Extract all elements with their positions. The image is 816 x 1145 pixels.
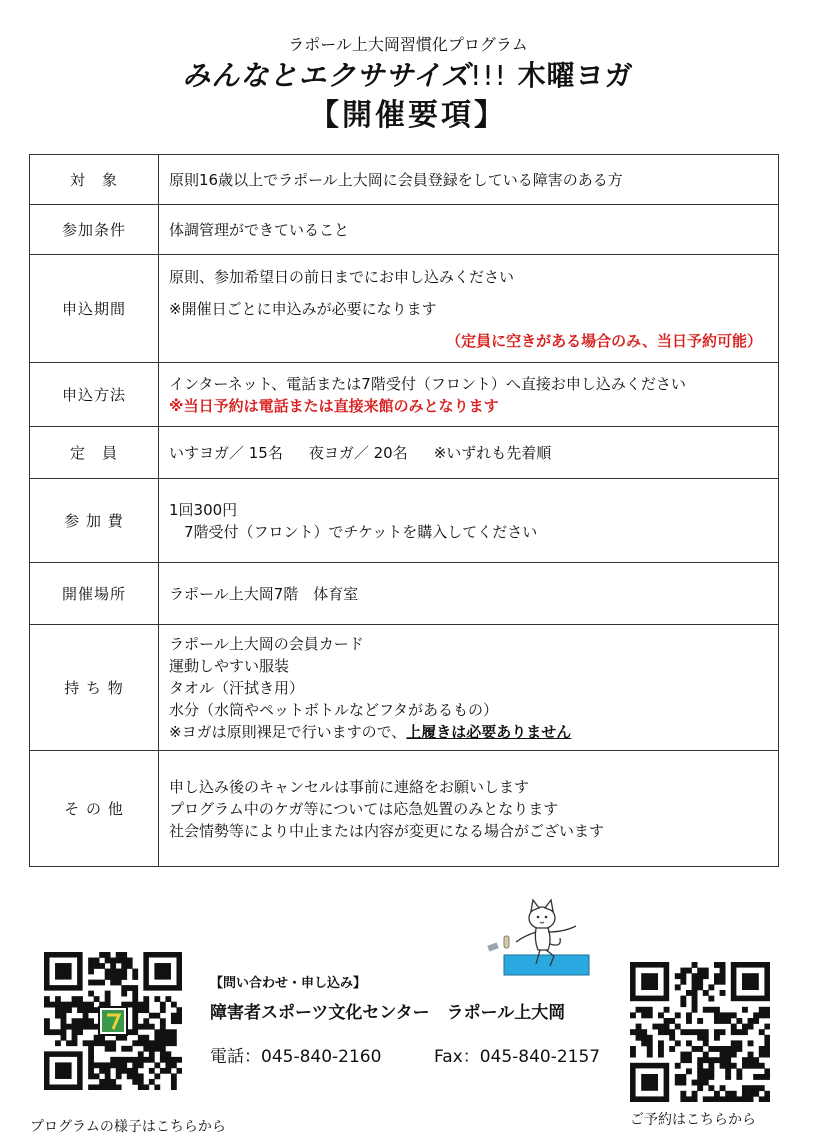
table-row: [30, 751, 779, 867]
table-row: [30, 155, 779, 205]
row-value: [159, 363, 779, 427]
row-value: [159, 479, 779, 563]
same-day-booking-note: ※当日予約は電話または直接来館のみとなります: [169, 396, 499, 415]
row-value: [159, 563, 779, 625]
reservation-caption: ご予約はこちらから: [630, 1112, 756, 1128]
row-label: 申込方法: [30, 363, 159, 427]
table-row: [30, 363, 779, 427]
capacity-night-yoga: 夜ヨガ／ 20名: [308, 443, 408, 462]
organization-name: 障害者スポーツ文化センター ラポール上大岡: [210, 1003, 566, 1023]
row-value: [159, 751, 779, 867]
row-label: 申込期間: [30, 255, 159, 363]
row-value: [159, 255, 779, 363]
qr-code-icon[interactable]: [44, 952, 182, 1090]
table-row: [30, 205, 779, 255]
row-value: [159, 205, 779, 255]
same-day-note: （定員に空きがある場合のみ、当日予約可能）: [446, 331, 762, 350]
qr-code-icon[interactable]: [630, 962, 770, 1102]
table-row: [30, 255, 779, 363]
row-line: 体調管理ができていること: [169, 220, 350, 239]
title-main: みんなとエクササイズ: [182, 59, 471, 92]
table-row: [30, 427, 779, 479]
program-view-caption: プログラムの様子はこちらから: [30, 1119, 226, 1135]
row-label: 定 員: [30, 427, 159, 479]
page-title: [0, 58, 816, 94]
program-subtitle: ラポール上大岡習慣化プログラム: [288, 35, 528, 54]
title-exclamation: !!!: [470, 59, 507, 92]
cat-yoga-illustration: [484, 898, 594, 984]
capacity-note: ※いずれも先着順: [433, 443, 552, 462]
section-heading: 【開催要項】: [309, 98, 507, 133]
row-line: 原則、参加希望日の前日までにお申し込みください: [169, 267, 515, 286]
row-line: タオル（汗拭き用）: [169, 678, 305, 697]
row-label: 対 象: [30, 155, 159, 205]
row-line: 1回300円: [169, 500, 238, 519]
row-value: [159, 427, 779, 479]
row-line: プログラム中のケガ等については応急処置のみとなります: [169, 799, 559, 818]
row-value: [159, 625, 779, 751]
info-table: [29, 154, 779, 867]
row-label: 開催場所: [30, 563, 159, 625]
capacity-chair-yoga: いすヨガ／ 15名: [169, 443, 283, 462]
row-line: 申し込み後のキャンセルは事前に連絡をお願いします: [169, 777, 530, 796]
row-line: [169, 721, 768, 743]
fax-number: Fax：045-840-2157: [434, 1047, 601, 1067]
barefoot-note: ※ヨガは原則裸足で行いますので、: [169, 722, 407, 741]
row-line: ラポール上大岡の会員カード: [169, 634, 364, 653]
row-label: そ の 他: [30, 751, 159, 867]
row-label: 持 ち 物: [30, 625, 159, 751]
row-line: ラポール上大岡7階 体育室: [169, 584, 359, 603]
title-tail: 木曜ヨガ: [506, 59, 634, 92]
row-line: インターネット、電話または7階受付（フロント）へ直接お申し込みください: [169, 374, 686, 393]
row-line: 運動しやすい服装: [169, 656, 290, 675]
row-line: ※開催日ごとに申込みが必要になります: [169, 299, 437, 318]
row-line: 7階受付（フロント）でチケットを購入してください: [169, 522, 538, 541]
row-value: [159, 155, 779, 205]
row-line: 社会情勢等により中止または内容が変更になる場合がございます: [169, 821, 605, 840]
row-label: 参加条件: [30, 205, 159, 255]
row-line: 原則16歳以上でラポール上大岡に会員登録をしている障害のある方: [169, 170, 623, 189]
table-row: [30, 563, 779, 625]
table-row: [30, 625, 779, 751]
no-shoes-emphasis: 上履きは必要ありません: [406, 722, 572, 741]
row-line: 水分（水筒やペットボトルなどフタがあるもの）: [169, 700, 498, 719]
contact-heading: 【問い合わせ・申し込み】: [210, 976, 367, 991]
phone-number[interactable]: 電話：045-840-2160: [210, 1047, 382, 1067]
row-label: 参 加 費: [30, 479, 159, 563]
table-row: [30, 479, 779, 563]
